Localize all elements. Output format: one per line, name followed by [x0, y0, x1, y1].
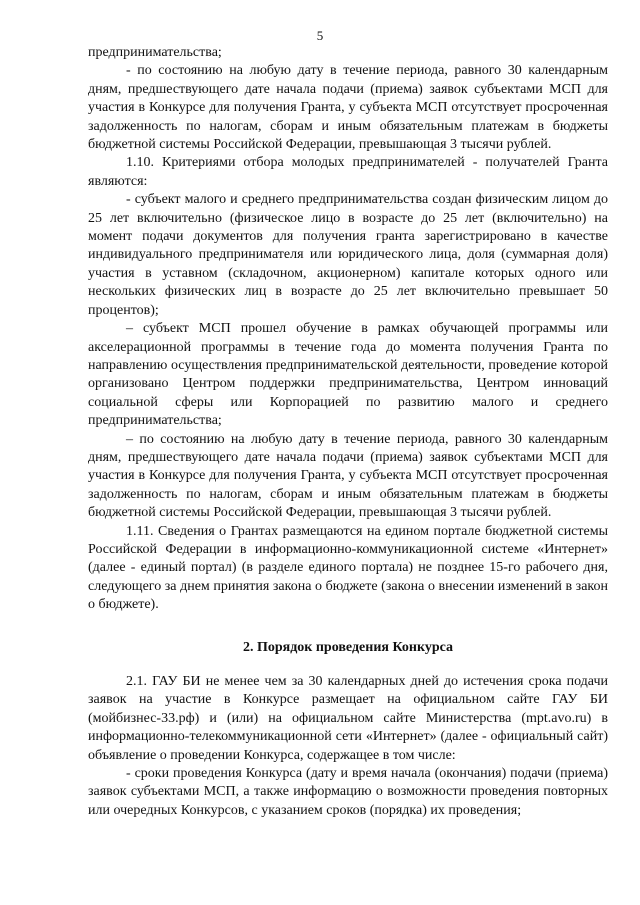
page-number: 5: [316, 28, 324, 43]
paragraph: 1.11. Сведения о Грантах размещаются на едином портале бюджетной системы Российской Федерации в информационно-коммуникационной системе «Интернет» (далее - единый портал) (в разделе единого портала) не позднее 15-го рабочего дня, следующего за днем принятия закона о бюджете (закона о внесении изменений в закон о бюджете).: [88, 523, 608, 613]
paragraph: 1.10. Критериями отбора молодых предпринимателей - получателей Гранта являются:: [88, 155, 608, 189]
paragraph: 2.1. ГАУ БИ не менее чем за 30 календарных дней до истечения срока подачи заявок на участие в Конкурсе размещает на официальном сайте ГАУ БИ (мойбизнес-33.рф) и (или) на официальном сайте Министерства (mpt.avo.ru) в информационно-телекоммуникационной сети «Интернет» (далее - официальный сайт) объявление о проведении Конкурса, содержащее в том числе:: [88, 674, 608, 763]
section-heading: 2. Порядок проведения Конкурса: [242, 639, 454, 655]
paragraph: - по состоянию на любую дату в течение периода, равного 30 календарным дням, предшествующего дате начала подачи (приема) заявок субъектами МСП для участия в Конкурсе для получения Гранта, у субъекта МСП отсутствует просроченная задолженность по налогам, сборам и иным обязательным платежам в бюджеты бюджетной системы Российской Федерации, превышающая 3 тысячи рублей.: [88, 63, 608, 153]
paragraph: – по состоянию на любую дату в течение периода, равного 30 календарным дням, предшествующего дате начала подачи (приема) заявок субъектами МСП для участия в Конкурсе для получения Гранта, у субъекта МСП отсутствует просроченная задолженность по налогам, сборам и иным обязательным платежам в бюджеты бюджетной системы Российской Федерации, превышающая 3 тысячи рублей.: [88, 431, 608, 521]
paragraph: - сроки проведения Конкурса (дату и время начала (окончания) подачи (приема) заявок субъектами МСП, а также информацию о возможности проведения повторных или очередных Конкурсов, с указанием сроков (порядка) их проведения;: [88, 766, 608, 818]
document-body: [88, 44, 608, 820]
paragraph: - субъект малого и среднего предпринимательства создан физическим лицом до 25 лет включительно (физическое лицо в возрасте до 25 лет (включительно) на момент подачи документов для получения гранта зарегистрировано в качестве индивидуального предпринимателя или юридического лица, доля (суммарная доля) участия в уставном (складочном, акционерном) капитале которых одного или нескольких физических лиц в возрасте до 25 лет включительно превышает 50 процентов);: [88, 192, 608, 318]
paragraph: – субъект МСП прошел обучение в рамках обучающей программы или акселерационной программы в течение года до момента получения Гранта по направлению осуществления предпринимательской деятельности, проведение которой организовано Центром поддержки предпринимательства, Центром инноваций социальной сферы или Корпорацией по развитию малого и среднего предпринимательства;: [88, 321, 608, 429]
paragraph: предпринимательства;: [88, 45, 222, 60]
